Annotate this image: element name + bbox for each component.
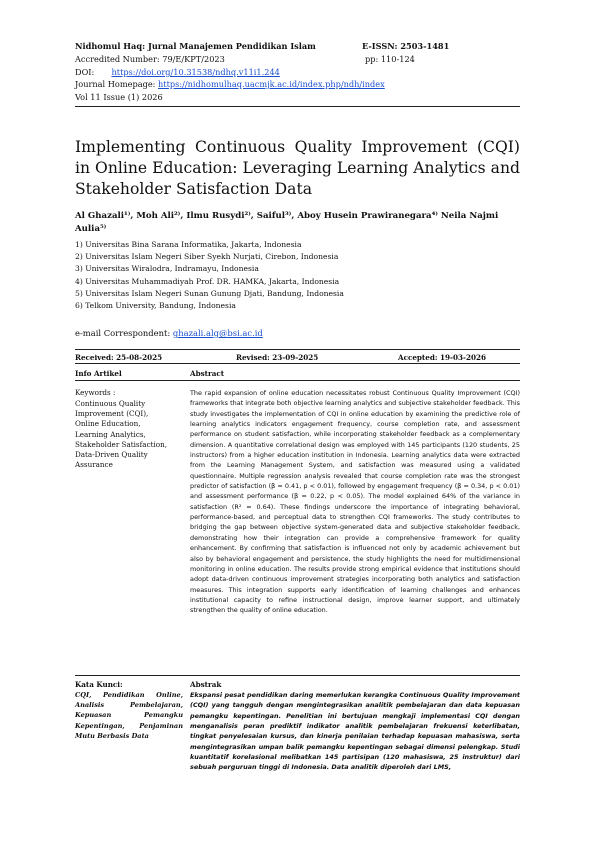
revised-date: Revised: 23-09-2025	[236, 353, 319, 362]
author-list: Al Ghazali¹⁾, Moh Ali²⁾, Ilmu Rusydi²⁾, Saiful³⁾, Aboy Husein Prawiranegara⁴⁾ Neila Najmi Aulia⁵⁾	[75, 211, 499, 234]
abstrak-text: Ekspansi pesat pendidikan daring memerlukan kerangka Continuous Quality Improvement (CQI) yang tangguh dengan mengintegrasikan analitik pembelajaran dan data kepuasan pemangku kepentingan. Penelitian ini bertujuan mengkaji implementasi CQI dengan menganalisis peran prediktif indikator analitik pembelajaran frekuensi keterlibatan, tingkat penyelesaian kursus, dan kinerja penilaian terhadap kepuasan mahasiswa, serta mengintegrasikan umpan balik pemangku kepentingan sebagai dimensi pelengkap. Studi kuantitatif korelasional melibatkan 145 partisipan (120 mahasiswa, 25 instruktur) dari sebuah perguruan tinggi di Indonesia. Data analitik diperoleh dari LMS,	[190, 691, 520, 772]
affiliation-list	[75, 239, 520, 312]
article-title: Implementing Continuous Quality Improvement (CQI) in Online Education: Leveraging Learning Analytics and Stakeholder Satisfaction Data	[75, 138, 520, 198]
homepage-line	[75, 79, 385, 90]
doi-link[interactable]: https://doi.org/10.31538/ndhq.v11i1.244	[111, 67, 280, 77]
abstrak-label: Abstrak	[190, 680, 222, 689]
doi-label: DOI:	[75, 67, 95, 77]
page-range: pp: 110-124	[365, 54, 415, 64]
header-divider	[75, 106, 520, 107]
abstract-text: The rapid expansion of online education necessitates robust Continuous Quality Improvement (CQI) frameworks that integrate both objective learning analytics and subjective stakeholder feedback. This study investigates the implementation of CQI in online education by examining the predictive role of learning analytics indicators engagement frequency, course completion rate, and assessment performance on student satisfaction, while incorporating stakeholder feedback as a complementary dimension. A quantitative correlational design was employed with 145 participants (120 students, 25 instructors) from a higher education institution in Indonesia. Learning analytics data were extracted from the Learning Management System, and satisfaction was measured using a validated questionnaire. Multiple regression analysis revealed that course completion rate was the strongest predictor of satisfaction (β = 0.41, p < 0.01), followed by engagement frequency (β = 0.34, p < 0.01) and assessment performance (β = 0.22, p < 0.05). The model explained 64% of the variance in satisfaction (R² = 0.64). These findings underscore the importance of integrating behavioral, performance-based, and perceptual data to strengthen CQI frameworks. The study contributes to bridging the gap between objective system-generated data and subjective stakeholder feedback, demonstrating how their integration can provide a comprehensive framework for quality enhancement. By confirming that satisfaction is influenced not only by academic achievement but also by behavioral engagement and persistence, the study highlights the need for multidimensional monitoring in online education. The results provide strong empirical evidence that institutions should adopt data-driven continuous improvement strategies incorporating both analytics and satisfaction measures. This integration supports early identification of learning challenges and enhances institutional capacity to refine instructional design, improve learner support, and ultimately strengthen the quality of online education.	[190, 389, 520, 615]
keyword-line: Online Education,	[75, 419, 141, 429]
email-link[interactable]: ghazali.alg@bsi.ac.id	[172, 328, 263, 338]
doi-line	[75, 67, 280, 78]
volume-issue: Vol 11 Issue (1) 2026	[75, 92, 163, 102]
correspondent-email	[75, 328, 263, 338]
dates-top-divider	[75, 349, 520, 350]
eissn: E-ISSN: 2503-1481	[362, 41, 450, 51]
info-divider	[75, 380, 520, 381]
journal-name: Nidhomul Haq: Jurnal Manajemen Pendidikan Islam	[75, 41, 316, 51]
keyword-line: Data-Driven Quality	[75, 450, 148, 460]
accepted-date: Accepted: 19-03-2026	[398, 353, 486, 362]
affiliation-item: 1) Universitas Bina Sarana Informatika, Jakarta, Indonesia	[75, 240, 302, 249]
abstract-heading: Abstract	[190, 369, 225, 378]
email-label: e-mail Correspondent:	[75, 328, 171, 338]
affiliation-item: 3) Universitas Wiralodra, Indramayu, Indonesia	[75, 264, 259, 274]
kata-kunci-label: Kata Kunci:	[75, 680, 123, 689]
keyword-line: Continuous Quality	[75, 399, 146, 408]
homepage-link[interactable]: https://nidhomulhaq.uacmjk.ac.id/index.php/ndh/index	[158, 79, 385, 89]
affiliation-item: 5) Universitas Islam Negeri Sunan Gunung Djati, Bandung, Indonesia	[75, 288, 344, 298]
keyword-line: Stakeholder Satisfaction,	[75, 439, 168, 449]
keywords-label: Keywords :	[75, 388, 116, 397]
accreditation-number: Accredited Number: 79/E/KPT/2023	[75, 54, 225, 64]
info-heading: Info Artikel	[75, 369, 122, 378]
kata-kunci-text: CQI, Pendidikan Online, Analisis Pembelajaran, Kepuasan Pemangku Kepentingan, Penjaminan Mutu Berbasis Data	[75, 691, 183, 740]
received-date: Received: 25-08-2025	[75, 353, 163, 362]
affiliation-item: 2) Universitas Islam Negeri Siber Syekh Nurjati, Cirebon, Indonesia	[75, 252, 339, 262]
keyword-line: Improvement (CQI),	[75, 409, 149, 419]
keyword-line: Assurance	[75, 460, 113, 470]
keywords-list	[75, 399, 180, 470]
keyword-line: Learning Analytics,	[75, 429, 146, 439]
affiliation-item: 6) Telkom University, Bandung, Indonesia	[75, 301, 236, 311]
abstrak-divider	[75, 675, 520, 676]
homepage-label: Journal Homepage:	[75, 79, 156, 89]
dates-bottom-divider	[75, 363, 520, 364]
affiliation-item: 4) Universitas Muhammadiyah Prof. DR. HAMKA, Jakarta, Indonesia	[75, 276, 340, 286]
